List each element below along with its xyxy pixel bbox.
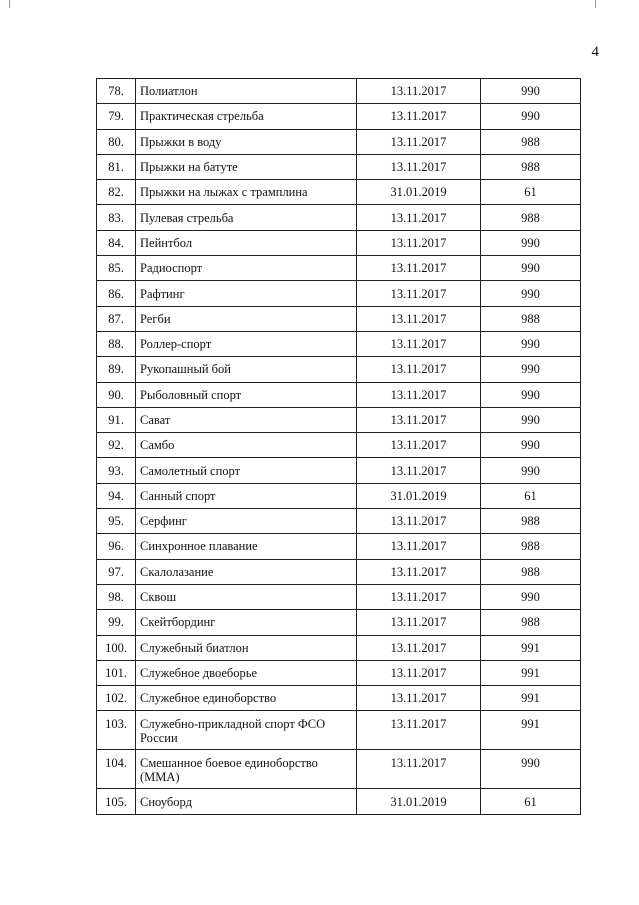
order-number: 990 [481, 104, 581, 129]
table-row [97, 483, 581, 508]
order-number: 990 [481, 357, 581, 382]
row-number: 81. [97, 154, 136, 179]
row-number: 80. [97, 129, 136, 154]
table-row [97, 635, 581, 660]
order-number: 990 [481, 382, 581, 407]
order-number: 61 [481, 483, 581, 508]
order-number: 991 [481, 635, 581, 660]
registration-date: 13.11.2017 [357, 129, 481, 154]
sport-name: Роллер-спорт [136, 331, 357, 356]
order-number: 990 [481, 433, 581, 458]
order-number: 990 [481, 750, 581, 789]
registration-date: 13.11.2017 [357, 79, 481, 104]
registration-date: 13.11.2017 [357, 205, 481, 230]
order-number: 991 [481, 660, 581, 685]
sport-name: Санный спорт [136, 483, 357, 508]
registration-date: 13.11.2017 [357, 660, 481, 685]
registration-date: 13.11.2017 [357, 357, 481, 382]
order-number: 988 [481, 509, 581, 534]
row-number: 89. [97, 357, 136, 382]
order-number: 990 [481, 458, 581, 483]
sport-name: Сноуборд [136, 789, 357, 814]
sport-name: Скалолазание [136, 559, 357, 584]
registration-date: 13.11.2017 [357, 306, 481, 331]
row-number: 79. [97, 104, 136, 129]
row-number: 98. [97, 584, 136, 609]
order-number: 990 [481, 230, 581, 255]
table-row [97, 534, 581, 559]
sport-name: Прыжки на батуте [136, 154, 357, 179]
table-row [97, 789, 581, 814]
sport-name: Смешанное боевое единоборство (ММА) [136, 750, 357, 789]
table-row [97, 180, 581, 205]
order-number: 990 [481, 79, 581, 104]
sport-name: Сават [136, 407, 357, 432]
table-row [97, 407, 581, 432]
sport-name: Пулевая стрельба [136, 205, 357, 230]
table-row [97, 433, 581, 458]
sport-name: Служебный биатлон [136, 635, 357, 660]
table-body [97, 79, 581, 815]
registration-date: 13.11.2017 [357, 458, 481, 483]
table-row [97, 205, 581, 230]
sport-name: Синхронное плавание [136, 534, 357, 559]
order-number: 988 [481, 559, 581, 584]
table-row [97, 750, 581, 789]
row-number: 78. [97, 79, 136, 104]
row-number: 94. [97, 483, 136, 508]
sport-name: Скейтбординг [136, 610, 357, 635]
sport-name: Радиоспорт [136, 256, 357, 281]
row-number: 100. [97, 635, 136, 660]
table-row [97, 331, 581, 356]
row-number: 83. [97, 205, 136, 230]
sport-name: Рыболовный спорт [136, 382, 357, 407]
row-number: 105. [97, 789, 136, 814]
registration-date: 13.11.2017 [357, 686, 481, 711]
sport-name: Рукопашный бой [136, 357, 357, 382]
row-number: 102. [97, 686, 136, 711]
sport-name: Пейнтбол [136, 230, 357, 255]
sport-name: Прыжки в воду [136, 129, 357, 154]
order-number: 988 [481, 306, 581, 331]
order-number: 990 [481, 584, 581, 609]
sport-name: Практическая стрельба [136, 104, 357, 129]
registration-date: 13.11.2017 [357, 559, 481, 584]
table-row [97, 154, 581, 179]
sport-name: Служебно-прикладной спорт ФСО России [136, 711, 357, 750]
order-number: 990 [481, 331, 581, 356]
sport-name: Самолетный спорт [136, 458, 357, 483]
table-row [97, 281, 581, 306]
registration-date: 13.11.2017 [357, 635, 481, 660]
order-number: 61 [481, 789, 581, 814]
order-number: 61 [481, 180, 581, 205]
order-number: 988 [481, 205, 581, 230]
sports-registry-table [96, 78, 581, 815]
row-number: 82. [97, 180, 136, 205]
sport-name: Прыжки на лыжах с трамплина [136, 180, 357, 205]
row-number: 104. [97, 750, 136, 789]
registration-date: 13.11.2017 [357, 534, 481, 559]
table-row [97, 686, 581, 711]
registration-date: 31.01.2019 [357, 483, 481, 508]
table-row [97, 357, 581, 382]
order-number: 988 [481, 534, 581, 559]
sport-name: Служебное двоеборье [136, 660, 357, 685]
registration-date: 31.01.2019 [357, 789, 481, 814]
page-number: 4 [591, 44, 599, 60]
row-number: 88. [97, 331, 136, 356]
registration-date: 13.11.2017 [357, 154, 481, 179]
table-row [97, 584, 581, 609]
row-number: 96. [97, 534, 136, 559]
row-number: 99. [97, 610, 136, 635]
sport-name: Служебное единоборство [136, 686, 357, 711]
table-row [97, 230, 581, 255]
table-row [97, 711, 581, 750]
registration-date: 13.11.2017 [357, 331, 481, 356]
table-row [97, 129, 581, 154]
registration-date: 13.11.2017 [357, 256, 481, 281]
registration-date: 13.11.2017 [357, 711, 481, 750]
row-number: 91. [97, 407, 136, 432]
table-row [97, 104, 581, 129]
scan-artifact-mark [9, 0, 10, 8]
scan-artifact-mark [595, 0, 596, 8]
registration-date: 13.11.2017 [357, 433, 481, 458]
sport-name: Серфинг [136, 509, 357, 534]
table-row [97, 660, 581, 685]
registration-date: 13.11.2017 [357, 104, 481, 129]
order-number: 988 [481, 610, 581, 635]
table-row [97, 79, 581, 104]
row-number: 95. [97, 509, 136, 534]
row-number: 97. [97, 559, 136, 584]
order-number: 988 [481, 129, 581, 154]
table-row [97, 256, 581, 281]
table-row [97, 559, 581, 584]
row-number: 101. [97, 660, 136, 685]
table-row [97, 458, 581, 483]
order-number: 990 [481, 407, 581, 432]
order-number: 991 [481, 711, 581, 750]
row-number: 86. [97, 281, 136, 306]
table-row [97, 610, 581, 635]
table-row [97, 382, 581, 407]
row-number: 103. [97, 711, 136, 750]
sport-name: Полиатлон [136, 79, 357, 104]
row-number: 84. [97, 230, 136, 255]
registration-date: 13.11.2017 [357, 281, 481, 306]
registration-date: 13.11.2017 [357, 584, 481, 609]
registration-date: 13.11.2017 [357, 407, 481, 432]
registration-date: 13.11.2017 [357, 382, 481, 407]
order-number: 990 [481, 281, 581, 306]
row-number: 85. [97, 256, 136, 281]
registration-date: 13.11.2017 [357, 610, 481, 635]
table-row [97, 509, 581, 534]
registration-date: 13.11.2017 [357, 509, 481, 534]
table-row [97, 306, 581, 331]
sport-name: Сквош [136, 584, 357, 609]
registration-date: 31.01.2019 [357, 180, 481, 205]
row-number: 93. [97, 458, 136, 483]
registration-date: 13.11.2017 [357, 230, 481, 255]
registration-date: 13.11.2017 [357, 750, 481, 789]
sport-name: Регби [136, 306, 357, 331]
order-number: 988 [481, 154, 581, 179]
order-number: 991 [481, 686, 581, 711]
row-number: 87. [97, 306, 136, 331]
row-number: 90. [97, 382, 136, 407]
sport-name: Рафтинг [136, 281, 357, 306]
row-number: 92. [97, 433, 136, 458]
sport-name: Самбо [136, 433, 357, 458]
order-number: 990 [481, 256, 581, 281]
